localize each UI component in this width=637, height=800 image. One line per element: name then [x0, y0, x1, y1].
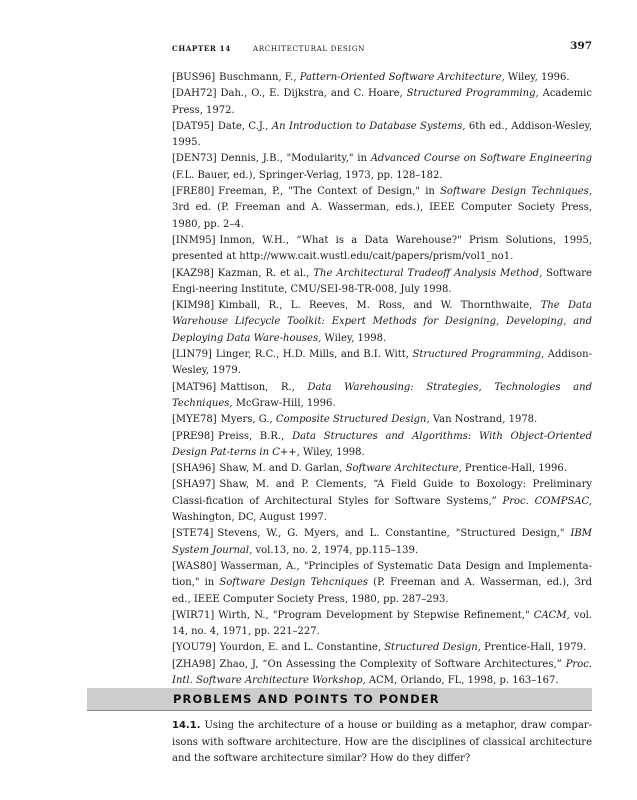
reference-text: Wiley, 1998. — [321, 332, 387, 344]
reference-text: Kazman, R. et al., — [217, 267, 314, 279]
reference-text: Dennis, J.B., "Modularity," in — [220, 153, 371, 165]
reference-text: Wiley, 1998. — [299, 446, 365, 458]
problem-item — [172, 718, 592, 768]
reference-key: [LIN79] — [172, 349, 212, 361]
reference-text: Addison-Wesley, 1979. — [172, 349, 592, 377]
problem-list — [172, 718, 592, 768]
reference-key: [SHA96] — [172, 463, 216, 475]
reference-key: [KIM98] — [172, 300, 215, 312]
reference-entry — [172, 298, 592, 347]
reference-text: Linger, R.C., H.D. Mills, and B.I. Witt, — [215, 349, 413, 361]
reference-key: [DAH72] — [172, 88, 217, 100]
reference-list — [172, 70, 592, 689]
reference-title: Advanced Course on Software Engineering — [370, 153, 592, 165]
reference-entry — [172, 233, 592, 266]
reference-key: [STE74] — [172, 528, 214, 540]
reference-key: [WIR71] — [172, 609, 215, 621]
reference-title: Software Design Tehcniques — [219, 577, 369, 589]
problem-number: 14.1. — [172, 720, 201, 731]
reference-entry — [172, 119, 592, 152]
reference-text: 3rd ed. (P. Freeman and A. Wasserman, eds.), IEEE Computer Society Press, 1980, pp. 2–4. — [172, 202, 592, 230]
reference-entry — [172, 640, 592, 656]
reference-entry — [172, 86, 592, 119]
reference-entry — [172, 380, 592, 413]
reference-text: Preiss, B.R., — [218, 430, 293, 442]
page-number: 397 — [570, 40, 592, 52]
reference-entry — [172, 429, 592, 462]
reference-text: Washington, DC, August 1997. — [172, 512, 327, 524]
reference-text: (F.L. Bauer, ed.), Springer-Verlag, 1973, pp. 128–182. — [172, 169, 443, 181]
reference-title: Structured Design, — [384, 642, 481, 654]
reference-key: [PRE98] — [172, 430, 215, 442]
reference-entry — [172, 608, 592, 641]
reference-text: Myers, G., — [220, 414, 276, 426]
reference-entry — [172, 412, 592, 428]
reference-text: ACM, Orlando, FL, 1998, p. 163–167. — [365, 674, 559, 686]
reference-entry — [172, 559, 592, 608]
reference-entry — [172, 477, 592, 526]
reference-key: [INM95] — [172, 234, 216, 246]
reference-text: Shaw, M. and P. Clements, “A Field Guide to Boxology: Preliminary Classi-fication of Architectural Styles for Software Systems,” — [172, 479, 592, 507]
reference-entry — [172, 70, 592, 86]
chapter-title: ARCHITECTURAL DESIGN — [253, 44, 366, 53]
reference-text: Freeman, P., "The Context of Design," in — [218, 186, 441, 198]
reference-key: [DEN73] — [172, 153, 217, 165]
reference-key: [ZHA98] — [172, 658, 216, 670]
reference-text: Date, C.J., — [217, 120, 272, 132]
reference-title: Software Design Techniques, — [440, 186, 592, 198]
reference-entry — [172, 526, 592, 559]
reference-key: [BUS96] — [172, 72, 216, 83]
reference-title: Proc. Intl. Software Architecture Workshop, — [172, 658, 592, 686]
reference-entry — [172, 151, 592, 184]
reference-title: IBM System Journal, — [172, 528, 592, 556]
reference-key: [KAZ98] — [172, 267, 214, 279]
reference-text: 6th ed., Addison-Wesley, 1995. — [172, 120, 593, 149]
reference-key: [WAS80] — [172, 560, 217, 572]
reference-title: CACM, — [533, 609, 570, 621]
reference-title: Structured Programming, — [412, 349, 545, 361]
reference-key: [DAT95] — [172, 120, 214, 132]
reference-text: Academic Press, 1972. — [172, 88, 592, 116]
reference-entry — [172, 347, 592, 380]
reference-key: [MYE78] — [172, 414, 217, 426]
reference-entry — [172, 184, 592, 233]
reference-text: Yourdon, E. and L. Constantine, — [219, 642, 385, 654]
reference-text: Buschmann, F., — [219, 72, 300, 83]
reference-key: [FRE80] — [172, 186, 215, 198]
section-heading-band — [87, 688, 592, 711]
reference-title: An Introduction to Database Systems, — [271, 120, 466, 132]
reference-key: [SHA97] — [172, 479, 216, 491]
reference-entry — [172, 461, 592, 477]
reference-title: Structured Programming, — [406, 88, 539, 100]
reference-key: [MAT96] — [172, 381, 217, 393]
section-title: PROBLEMS AND POINTS TO PONDER — [173, 692, 440, 706]
reference-title: Data Warehousing: Strategies, Technologies and Techniques, — [172, 381, 592, 409]
reference-text: Software Engi-neering Institute, CMU/SEI-98-TR-008, July 1998. — [172, 267, 592, 295]
reference-text: Wiley, 1996. — [504, 72, 570, 83]
reference-text: Kimball, R., L. Reeves, M. Ross, and W. Thornthwaite, — [218, 300, 541, 312]
reference-title: Composite Structured Design, — [275, 414, 430, 426]
reference-text: Zhao, J, “On Assessing the Complexity of Software Architectures,” — [219, 658, 566, 670]
running-header — [172, 40, 592, 56]
reference-text: Wirth, N., "Program Development by Stepwise Refinement," — [218, 609, 534, 621]
reference-text: Mattison, R., — [220, 381, 308, 393]
chapter-label: CHAPTER 14 — [172, 44, 231, 53]
reference-text: McGraw-Hill, 1996. — [232, 397, 336, 409]
reference-title: Software Architecture, — [345, 463, 462, 475]
reference-text: vol.13, no. 2, 1974, pp.115–139. — [252, 544, 419, 556]
reference-text: Wasserman, A., "Principles of Systematic Data Design and Implementa-tion," in — [172, 560, 592, 589]
reference-text: Van Nostrand, 1978. — [429, 414, 538, 426]
reference-title: The Data Warehouse Lifecycle Toolkit: Expert Methods for Designing, Developing, and Deploying Data Ware-houses, — [172, 300, 592, 344]
reference-text: Prentice-Hall, 1996. — [461, 463, 567, 475]
reference-key: [YOU79] — [172, 642, 216, 654]
reference-entry — [172, 657, 592, 690]
reference-text: Dah., O., E. Dijkstra, and C. Hoare, — [220, 88, 407, 100]
reference-title: The Architectural Tradeoff Analysis Method, — [313, 267, 543, 279]
reference-text: (P. Freeman and A. Wasserman, ed.), 3rd ed., IEEE Computer Society Press, 1980, pp. 287–293. — [172, 577, 593, 605]
reference-title: Pattern-Oriented Software Architecture, — [299, 72, 505, 83]
problem-text: Using the architecture of a house or building as a metaphor, draw compar-isons with software architecture. How are the disciplines of classical architecture and the software architecture similar? How do they differ? — [172, 720, 592, 764]
reference-text: Inmon, W.H., “What is a Data Warehouse?" Prism Solutions, 1995, presented at http://www.cait.wustl.edu/cait/papers/prism/vol1_no1. — [172, 234, 592, 263]
reference-text: vol. 14, no. 4, 1971, pp. 221–227. — [172, 609, 592, 638]
reference-title: Proc. COMPSAC, — [502, 495, 592, 507]
reference-text: Shaw, M. and D. Garlan, — [219, 463, 346, 475]
reference-text: Stevens, W., G. Myers, and L. Constantine, "Structured Design," — [217, 528, 571, 540]
reference-title: Data Structures and Algorithms: With Object-Oriented Design Pat-terns in C++, — [172, 430, 593, 458]
reference-text: Prentice-Hall, 1979. — [480, 642, 587, 654]
reference-entry — [172, 266, 592, 299]
